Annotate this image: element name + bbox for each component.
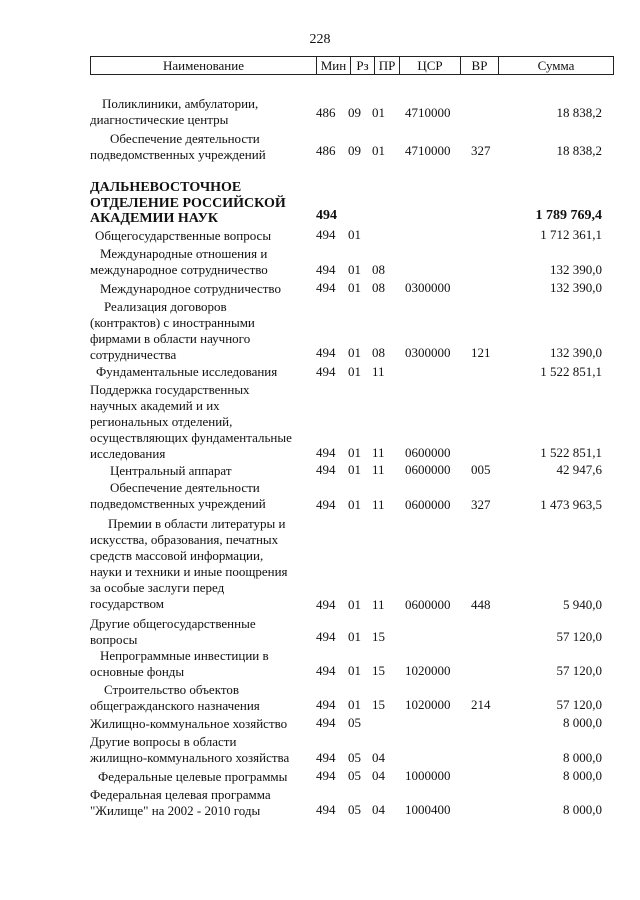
row-rz: 01 (348, 597, 361, 612)
row-sum: 18 838,2 (556, 105, 602, 120)
row-name: Обеспечение деятельности подведомственных учреждений (90, 480, 266, 511)
header-name: Наименование (163, 58, 244, 73)
row-name: Фундаментальные исследования (96, 364, 278, 379)
row-rz: 01 (348, 697, 361, 712)
row-pr: 11 (372, 364, 385, 379)
row-pr: 08 (372, 262, 385, 277)
row-name: Международные отношения и международное сотрудничество (90, 246, 268, 277)
table-header (90, 56, 614, 75)
row-min: 494 (316, 750, 336, 765)
table-row (0, 299, 640, 361)
row-vr: 327 (471, 143, 491, 158)
row-name: Непрограммные инвестиции в основные фонды (90, 648, 269, 679)
row-min: 494 (316, 597, 336, 612)
row-sum: 132 390,0 (550, 262, 602, 277)
row-rz: 01 (348, 280, 361, 295)
row-name: Строительство объектов общегражданского назначения (90, 682, 260, 713)
table-row (0, 480, 640, 513)
row-name: ДАЛЬНЕВОСТОЧНОЕ ОТДЕЛЕНИЕ РОССИЙСКОЙ АКАДЕМИИ НАУК (90, 180, 286, 226)
row-vr: 327 (471, 497, 491, 512)
row-sum: 1 522 851,1 (540, 364, 602, 379)
row-csr: 0600000 (405, 445, 451, 460)
row-min: 494 (316, 768, 336, 783)
table-row (0, 616, 640, 645)
row-sum: 57 120,0 (556, 697, 602, 712)
table-row (0, 787, 640, 818)
row-rz: 01 (348, 497, 361, 512)
row-rz: 01 (348, 663, 361, 678)
row-sum: 132 390,0 (550, 280, 602, 295)
row-name: Федеральная целевая программа "Жилище" на 2002 - 2010 годы (90, 787, 271, 818)
row-sum: 8 000,0 (563, 768, 602, 783)
header-rz: Рз (350, 57, 374, 74)
row-sum: 8 000,0 (563, 802, 602, 817)
table-row (0, 246, 640, 278)
row-min: 494 (316, 345, 336, 360)
row-csr: 1020000 (405, 663, 451, 678)
row-min: 494 (316, 802, 336, 817)
row-min: 494 (316, 629, 336, 644)
row-rz: 09 (348, 105, 361, 120)
row-csr: 0600000 (405, 597, 451, 612)
row-min: 494 (316, 445, 336, 460)
row-name: Общегосударственные вопросы (95, 228, 272, 243)
row-rz: 01 (348, 345, 361, 360)
row-pr: 04 (372, 750, 385, 765)
row-min: 494 (316, 697, 336, 712)
table-row (0, 131, 640, 162)
table-row (0, 769, 640, 784)
row-vr: 448 (471, 597, 491, 612)
row-csr: 4710000 (405, 105, 451, 120)
table-row (0, 463, 640, 478)
row-vr: 214 (471, 697, 491, 712)
header-sum: Сумма (498, 57, 613, 74)
row-rz: 05 (348, 768, 361, 783)
row-rz: 05 (348, 750, 361, 765)
table-row (0, 734, 640, 766)
row-sum: 1 789 769,4 (535, 208, 602, 223)
row-csr: 0300000 (405, 280, 451, 295)
row-min: 486 (316, 143, 336, 158)
row-csr: 4710000 (405, 143, 451, 158)
row-rz: 01 (348, 462, 361, 477)
row-min: 494 (316, 663, 336, 678)
row-name: Поддержка государственных научных академий и их региональных отделений, осуществляющих фундаментальные исследования (90, 382, 292, 461)
table-row (0, 648, 640, 679)
row-name: Международное сотрудничество (100, 281, 281, 296)
row-sum: 18 838,2 (556, 143, 602, 158)
row-sum: 1 522 851,1 (540, 445, 602, 460)
row-sum: 8 000,0 (563, 750, 602, 765)
row-rz: 01 (348, 227, 361, 242)
row-pr: 01 (372, 105, 385, 120)
row-pr: 04 (372, 802, 385, 817)
row-min: 494 (316, 280, 336, 295)
row-pr: 11 (372, 497, 385, 512)
row-pr: 15 (372, 697, 385, 712)
row-min: 494 (316, 462, 336, 477)
row-min: 494 (316, 262, 336, 277)
row-min: 494 (316, 364, 336, 379)
page-number: 228 (309, 32, 331, 47)
table-row (0, 228, 640, 243)
row-csr: 0600000 (405, 497, 451, 512)
table-row (0, 682, 640, 713)
row-min: 494 (316, 715, 336, 730)
header-csr: ЦСР (399, 57, 460, 74)
row-pr: 11 (372, 597, 385, 612)
row-name: Центральный аппарат (110, 463, 232, 478)
row-min: 494 (316, 227, 336, 242)
row-csr: 1020000 (405, 697, 451, 712)
table-row (0, 716, 640, 731)
row-pr: 01 (372, 143, 385, 158)
row-csr: 1000400 (405, 802, 451, 817)
row-csr: 1000000 (405, 768, 451, 783)
table-row (0, 382, 640, 461)
table-row (0, 364, 640, 380)
row-vr: 005 (471, 462, 491, 477)
row-rz: 05 (348, 715, 361, 730)
row-sum: 57 120,0 (556, 629, 602, 644)
row-rz: 05 (348, 802, 361, 817)
row-name: Реализация договоров (контрактов) с иностранными фирмами в области научного сотрудничества (90, 299, 255, 362)
row-name: Жилищно-коммунальное хозяйство (90, 716, 288, 731)
row-rz: 09 (348, 143, 361, 158)
row-min: 494 (316, 497, 336, 512)
table-row (0, 281, 640, 296)
row-sum: 42 947,6 (556, 462, 602, 477)
row-sum: 57 120,0 (556, 663, 602, 678)
table-row (0, 180, 640, 224)
header-pr: ПР (374, 57, 399, 74)
row-vr: 121 (471, 345, 491, 360)
row-rz: 01 (348, 629, 361, 644)
row-pr: 11 (372, 445, 385, 460)
row-pr: 04 (372, 768, 385, 783)
row-name: Другие вопросы в области жилищно-коммунального хозяйства (90, 734, 290, 765)
row-sum: 1 712 361,1 (540, 227, 602, 242)
row-sum: 132 390,0 (550, 345, 602, 360)
row-csr: 0300000 (405, 345, 451, 360)
header-vr: ВР (460, 57, 498, 74)
header-min: Мин (316, 57, 350, 74)
row-pr: 15 (372, 629, 385, 644)
row-pr: 11 (372, 462, 385, 477)
row-sum: 8 000,0 (563, 715, 602, 730)
row-min: 494 (316, 208, 337, 223)
table-row (0, 516, 640, 613)
row-name: Федеральные целевые программы (98, 769, 288, 784)
row-csr: 0600000 (405, 462, 451, 477)
row-name: Обеспечение деятельности подведомственных учреждений (90, 131, 266, 162)
row-pr: 15 (372, 663, 385, 678)
row-rz: 01 (348, 364, 361, 379)
row-pr: 08 (372, 345, 385, 360)
table-row (0, 96, 640, 127)
row-min: 486 (316, 105, 336, 120)
row-rz: 01 (348, 445, 361, 460)
row-name: Другие общегосударственные вопросы (90, 616, 256, 647)
row-name: Премии в области литературы и искусства, образования, печатных средств массовой информации, науки и техники и иные поощрения за особые заслуги перед государством (90, 516, 288, 611)
row-pr: 08 (372, 280, 385, 295)
row-rz: 01 (348, 262, 361, 277)
row-sum: 5 940,0 (563, 597, 602, 612)
row-name: Поликлиники, амбулатории, диагностические центры (90, 96, 259, 127)
row-sum: 1 473 963,5 (540, 497, 602, 512)
